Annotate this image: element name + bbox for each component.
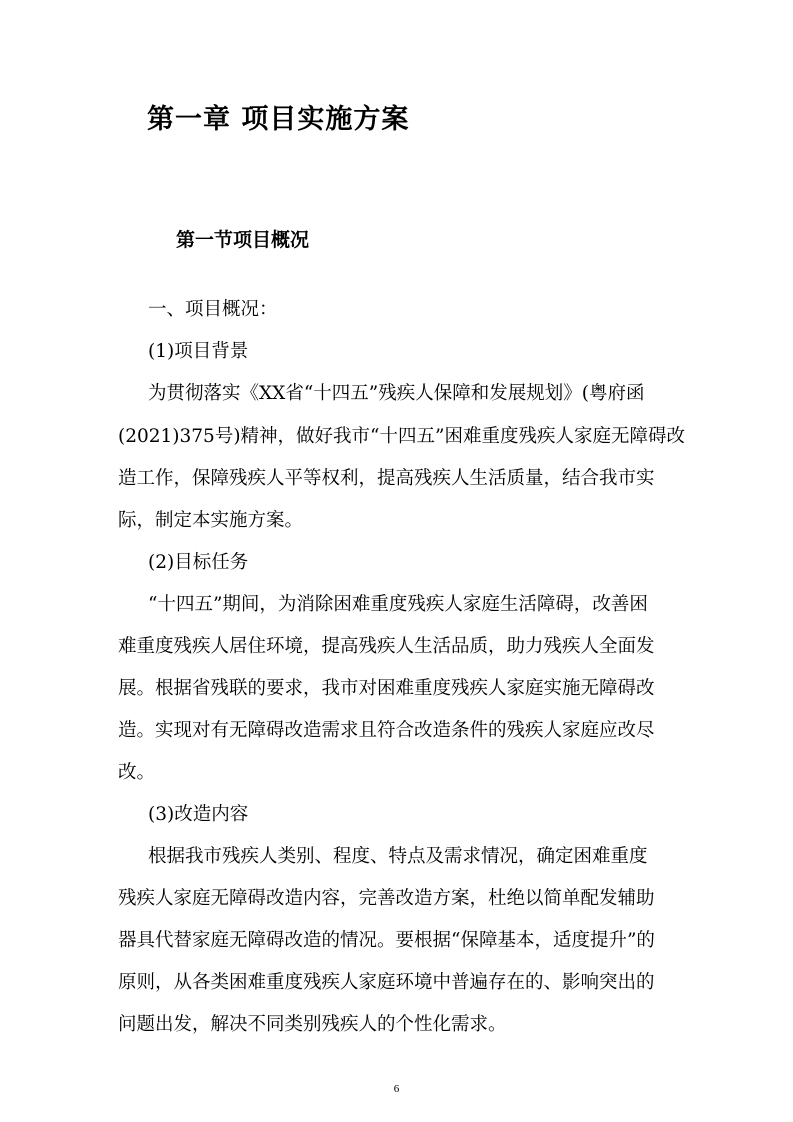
paragraph-line: 际，制定本实施方案。 — [118, 510, 304, 531]
section-title: 第一节项目概况 — [176, 229, 310, 251]
paragraph-line: 根据我市残疾人类别、程度、特点及需求情况，确定困难重度 — [148, 846, 648, 867]
paragraph-line: 造。实现对有无障碍改造需求且符合改造条件的残疾人家庭应改尽 — [118, 720, 655, 741]
paragraph-line: 展。根据省残联的要求，我市对困难重度残疾人家庭实施无障碍改 — [118, 678, 655, 699]
paragraph-line: 为贯彻落实《XX省“十四五”残疾人保障和发展规划》(粤府函 — [148, 383, 645, 404]
page-number: 6 — [393, 1083, 400, 1095]
subsection-heading-content: (3)改造内容 — [148, 804, 249, 825]
paragraph-line: 造工作，保障残疾人平等权利，提高残疾人生活质量，结合我市实 — [118, 468, 655, 489]
subsection-heading-goals: (2)目标任务 — [148, 552, 249, 573]
paragraph-line: 器具代替家庭无障碍改造的情况。要根据“保障基本，适度提升”的 — [118, 930, 655, 951]
paragraph-line: 改。 — [118, 762, 156, 783]
subsection-heading-background: (1)项目背景 — [148, 341, 249, 362]
paragraph-line: 原则，从各类困难重度残疾人家庭环境中普遍存在的、影响突出的 — [118, 972, 655, 993]
paragraph-line: 残疾人家庭无障碍改造内容，完善改造方案，杜绝以简单配发辅助 — [118, 888, 655, 909]
paragraph-line: 难重度残疾人居住环境，提高残疾人生活品质，助力残疾人全面发 — [118, 636, 655, 657]
paragraph-line: “十四五”期间，为消除困难重度残疾人家庭生活障碍，改善困 — [148, 594, 648, 615]
paragraph-line: 问题出发，解决不同类别残疾人的个性化需求。 — [118, 1014, 507, 1035]
chapter-title: 第一章 项目实施方案 — [147, 104, 410, 135]
heading-one: 一、项目概况： — [148, 299, 278, 320]
paragraph-line: (2021)375号)精神，做好我市“十四五”困难重度残疾人家庭无障碍改 — [118, 426, 685, 447]
